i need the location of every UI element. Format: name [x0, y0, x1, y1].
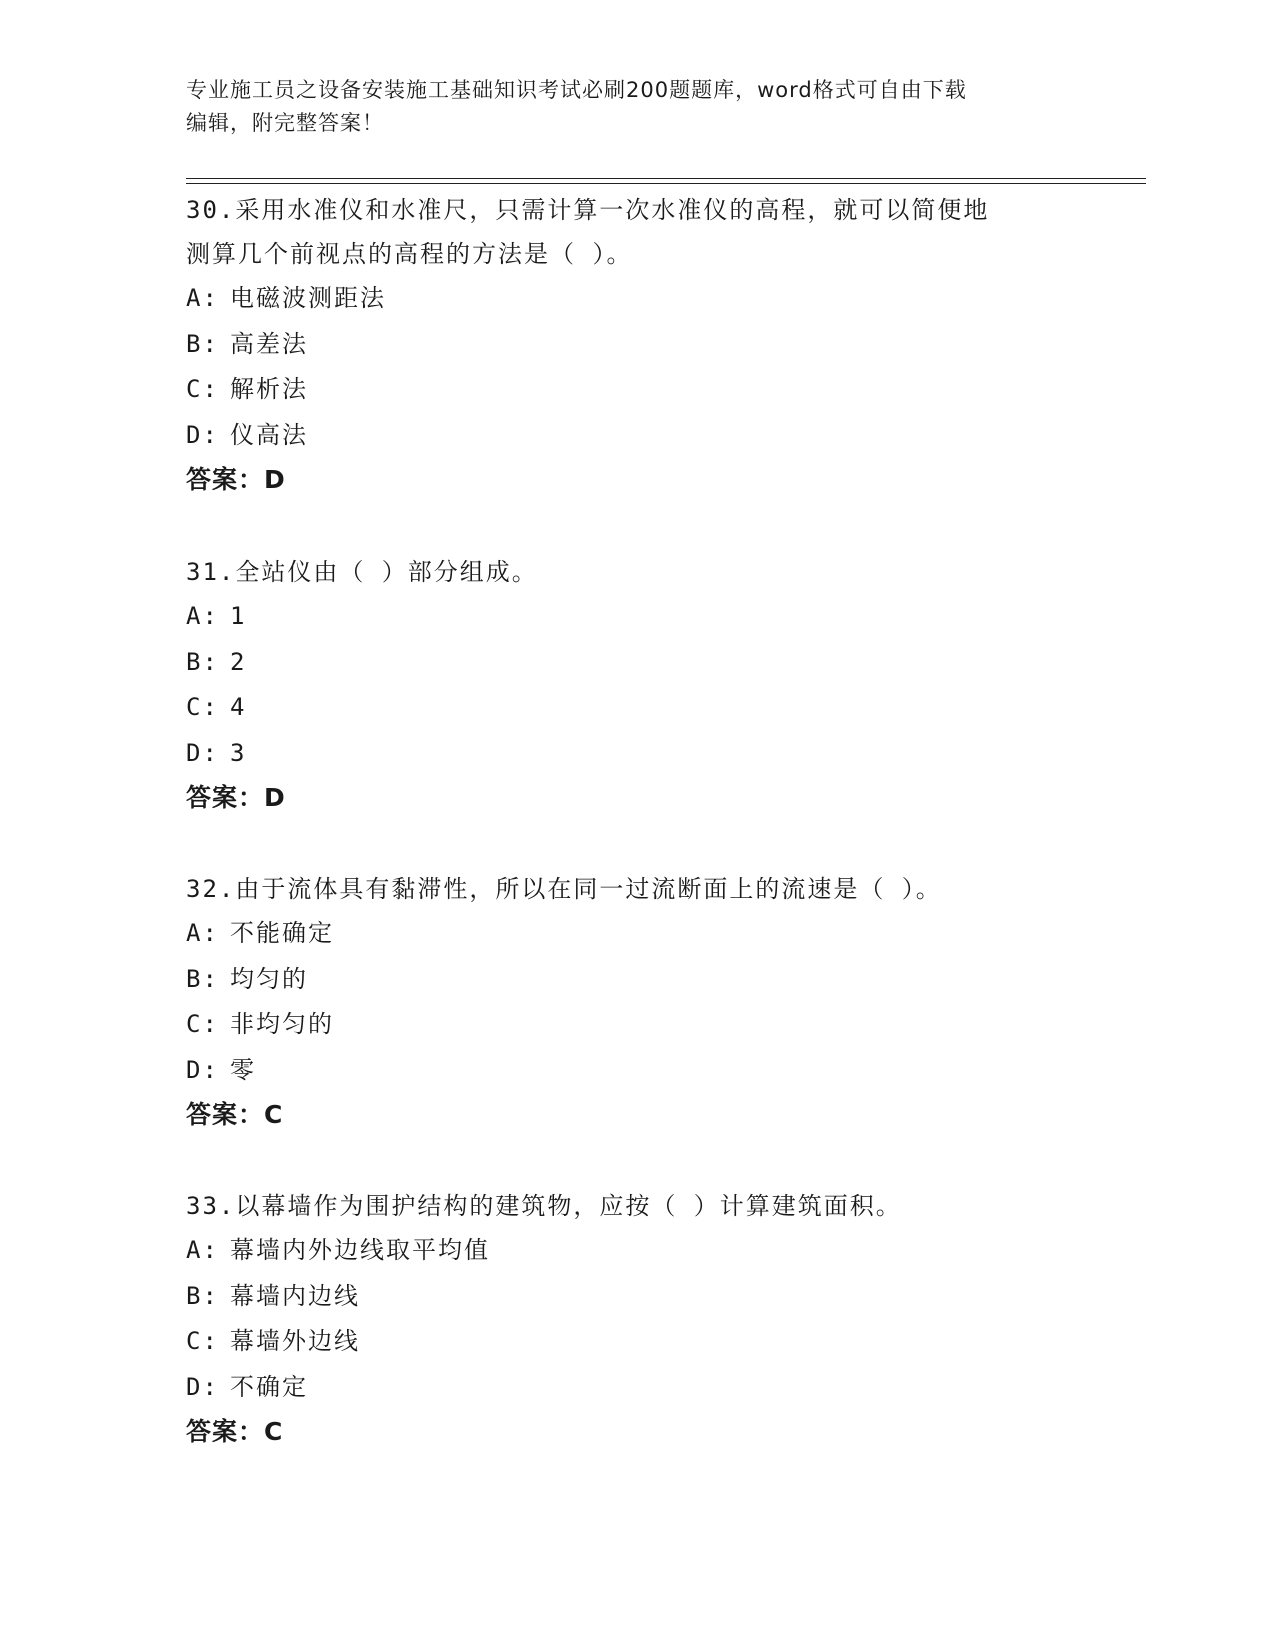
option-a	[186, 276, 1086, 322]
option-c	[186, 685, 1086, 731]
option-b	[186, 322, 1086, 368]
option-label: A:	[186, 602, 219, 630]
option-b	[186, 1274, 1086, 1320]
answer: 答案：C	[186, 1100, 284, 1129]
answer: 答案：D	[186, 783, 286, 812]
option-label: A:	[186, 919, 219, 947]
option-text: 非均匀的	[230, 1010, 334, 1038]
option-c	[186, 1002, 1086, 1048]
option-text: 仪高法	[230, 420, 308, 449]
option-label: D:	[186, 1055, 219, 1084]
header-line-2: 编辑，附完整答案！	[186, 111, 384, 135]
option-label: B:	[186, 1281, 219, 1310]
question-31	[186, 550, 1086, 820]
option-label: D:	[186, 1372, 219, 1401]
option-c	[186, 367, 1086, 413]
option-d	[186, 413, 1086, 459]
header-divider-top	[186, 178, 1146, 179]
option-text: 4	[230, 693, 247, 721]
question-stem: 32.由于流体具有黏滞性，所以在同一过流断面上的流速是（ ）。	[186, 875, 942, 903]
option-d	[186, 731, 1086, 777]
option-label: A:	[186, 284, 219, 312]
header-divider-bottom	[186, 183, 1146, 184]
option-d	[186, 1365, 1086, 1411]
question-stem: 30.采用水准仪和水准尺，只需计算一次水准仪的高程，就可以简便地	[186, 196, 990, 224]
option-label: C:	[186, 693, 219, 721]
option-label: B:	[186, 329, 219, 358]
option-label: B:	[186, 964, 219, 993]
option-text: 3	[230, 738, 247, 767]
question-32	[186, 867, 1086, 1137]
option-label: C:	[186, 1327, 219, 1355]
option-b	[186, 640, 1086, 686]
option-label: C:	[186, 375, 219, 403]
option-text: 1	[230, 602, 247, 630]
option-label: D:	[186, 738, 219, 767]
question-33	[186, 1184, 1086, 1454]
option-text: 不确定	[230, 1372, 308, 1401]
option-c	[186, 1319, 1086, 1365]
question-stem-continued: 测算几个前视点的高程的方法是（ ）。	[186, 240, 633, 268]
option-a	[186, 1228, 1086, 1274]
option-text: 均匀的	[230, 964, 308, 993]
answer: 答案：D	[186, 465, 286, 494]
option-text: 零	[230, 1055, 256, 1084]
option-text: 电磁波测距法	[230, 284, 386, 312]
option-label: C:	[186, 1010, 219, 1038]
option-text: 幕墙内边线	[230, 1281, 360, 1310]
option-text: 2	[230, 647, 247, 676]
option-text: 解析法	[230, 375, 308, 403]
option-text: 不能确定	[230, 919, 334, 947]
option-label: A:	[186, 1236, 219, 1264]
option-a	[186, 911, 1086, 957]
option-b	[186, 957, 1086, 1003]
question-stem: 31.全站仪由（ ）部分组成。	[186, 558, 538, 586]
question-30	[186, 188, 1086, 502]
option-d	[186, 1048, 1086, 1094]
document-header	[186, 74, 1066, 140]
option-a	[186, 594, 1086, 640]
question-stem: 33.以幕墙作为围护结构的建筑物，应按（ ）计算建筑面积。	[186, 1192, 902, 1220]
option-label: B:	[186, 647, 219, 676]
answer: 答案：C	[186, 1417, 284, 1446]
option-text: 幕墙外边线	[230, 1327, 360, 1355]
option-label: D:	[186, 420, 219, 449]
option-text: 幕墙内外边线取平均值	[230, 1236, 490, 1264]
option-text: 高差法	[230, 329, 308, 358]
header-line-1: 专业施工员之设备安装施工基础知识考试必刷200题题库，word格式可自由下载	[186, 78, 967, 102]
